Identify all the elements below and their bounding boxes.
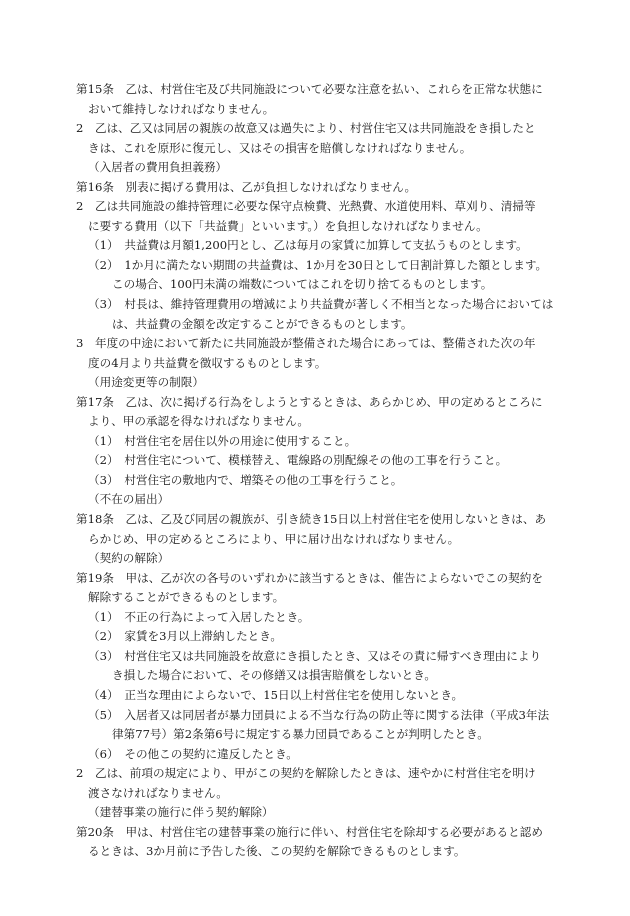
text-line: （3） 村営住宅又は共同施設を故意にき損したとき、又はその責に帰すべき理由により: [88, 648, 542, 663]
text-line: 解除することができるものとします。: [88, 590, 285, 605]
text-line: （1） 共益費は月額1,200円とし、乙は毎月の家賃に加算して支払うものとします。: [88, 238, 528, 253]
text-line: この場合、100円未満の端数についてはこれを切り捨てるものとします。: [112, 277, 493, 292]
text-line: るときは、3か月前に予告した後、この契約を解除できるものとします。: [88, 844, 466, 859]
text-line: （2） 1か月に満たない期間の共益費は、1か月を30日として日割計算した額とします。: [88, 257, 548, 272]
text-line: （不在の届出）: [88, 492, 170, 507]
text-line: 2 乙は共同施設の維持管理に必要な保守点検費、光熱費、水道使用料、草刈り、清掃等: [76, 199, 536, 214]
text-line: 度の4月より共益費を徴収するものとします。: [88, 355, 327, 370]
text-line: き損した場合において、その修繕又は損害賠償をしないとき。: [112, 668, 436, 683]
text-line: （用途変更等の制限）: [88, 375, 204, 390]
text-line: おいて維持しなければなりません。: [88, 101, 275, 116]
text-line: 第18条 乙は、乙及び同居の親族が、引き続き15日以上村営住宅を使用しないときは、あ: [76, 512, 547, 527]
text-line: 第20条 甲は、村営住宅の建替事業の施行に伴い、村営住宅を除却する必要があると認め: [76, 824, 543, 839]
text-line: に要する費用（以下「共益費」といいます。）を負担しなければなりません。: [88, 218, 488, 233]
text-line: （5） 入居者又は同居者が暴力団員による不当な行為の防止等に関する法律（平成3年法: [88, 707, 550, 722]
text-line: （2） 村営住宅について、模様替え、電線路の別配線その他の工事を行うこと。: [88, 453, 508, 468]
text-line: 律第77号）第2条第6号に規定する暴力団員であることが判明したとき。: [112, 727, 489, 742]
text-line: （3） 村営住宅の敷地内で、増築その他の工事を行うこと。: [88, 472, 403, 487]
text-line: 第17条 乙は、次に掲げる行為をしようとするときは、あらかじめ、甲の定めるところに: [76, 394, 543, 409]
text-line: らかじめ、甲の定めるところにより、甲に届け出なければなりません。: [88, 531, 460, 546]
text-line: （1） 村営住宅を居住以外の用途に使用すること。: [88, 433, 357, 448]
text-line: 第16条 別表に掲げる費用は、乙が負担しなければなりません。: [76, 179, 417, 194]
text-line: は、共益費の金額を改定することができるものとします。: [112, 316, 413, 331]
text-line: 3 年度の中途において新たに共同施設が整備された場合にあっては、整備された次の年: [76, 336, 536, 351]
text-line: 第19条 甲は、乙が次の各号のいずれかに該当するときは、催告によらないでこの契約を: [76, 570, 543, 585]
text-line: 渡さなければなりません。: [88, 785, 228, 800]
text-line: 第15条 乙は、村営住宅及び共同施設について必要な注意を払い、これらを正常な状態に: [76, 82, 543, 96]
text-line: （建替事業の施行に伴う契約解除）: [88, 805, 274, 820]
text-line: 2 乙は、乙又は同居の親族の故意又は過失により、村営住宅又は共同施設をき損したと: [76, 121, 536, 136]
text-line: （契約の解除）: [88, 551, 170, 566]
text-line: （1） 不正の行為によって入居したとき。: [88, 609, 310, 624]
text-line: より、甲の承認を得なければなりません。: [88, 414, 309, 429]
text-line: （入居者の費用負担義務）: [88, 160, 228, 175]
document-body: [76, 80, 554, 862]
text-line: きは、これを原形に復元し、又はその損害を賠償しなければなりません。: [88, 140, 472, 155]
text-line: （4） 正当な理由によらないで、15日以上村営住宅を使用しないとき。: [88, 687, 464, 702]
text-line: （3） 村長は、維持管理費用の増減により共益費が著しく不相当となった場合においては: [88, 297, 554, 312]
text-line: （6） その他この契約に違反したとき。: [88, 746, 298, 761]
text-line: 2 乙は、前項の規定により、甲がこの契約を解除したときは、速やかに村営住宅を明け: [76, 766, 536, 781]
text-line: （2） 家賃を3月以上滞納したとき。: [88, 629, 282, 644]
